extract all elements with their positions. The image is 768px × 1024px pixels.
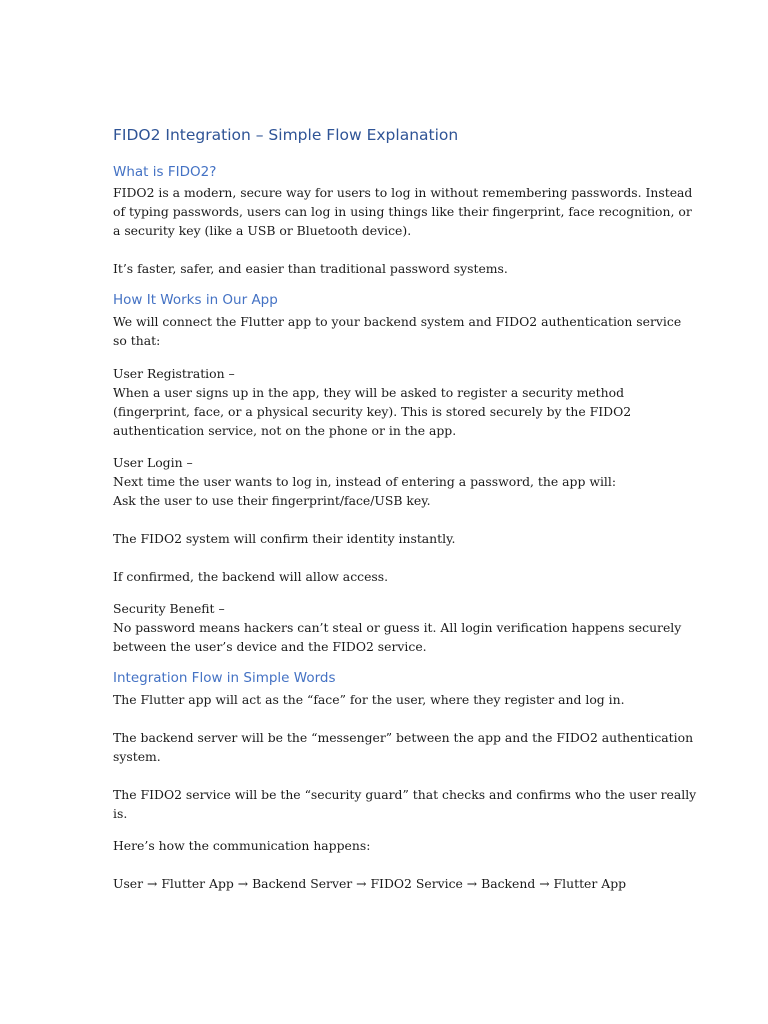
text-line: The backend server will be the “messenger” between the app and the FIDO2 authentication: [113, 730, 694, 745]
text-line: Next time the user wants to log in, instead of entering a password, the app will:: [113, 474, 617, 489]
paragraph-user-login: [113, 453, 658, 510]
text-line: so that:: [113, 333, 161, 348]
paragraph-fido2-benefit: It’s faster, safer, and easier than traditional password systems.: [113, 261, 508, 276]
text-line: (fingerprint, face, or a physical security key). This is stored securely by the FIDO2: [113, 404, 632, 419]
heading-integration-flow: Integration Flow in Simple Words: [113, 670, 336, 686]
paragraph-communication-intro: Here’s how the communication happens:: [113, 838, 371, 853]
paragraph-login-confirm: The FIDO2 system will confirm their identity instantly.: [113, 531, 456, 546]
text-line: of typing passwords, users can log in using things like their fingerprint, face recognition, or: [113, 204, 692, 219]
text-line: The FIDO2 service will be the “security guard” that checks and confirms who the user really: [113, 787, 697, 802]
paragraph-communication-flow: User → Flutter App → Backend Server → FIDO2 Service → Backend → Flutter App: [113, 876, 627, 891]
label-security-benefit: Security Benefit –: [113, 601, 225, 616]
text-line: is.: [113, 806, 128, 821]
paragraph-backend-role: [113, 728, 694, 766]
text-line: We will connect the Flutter app to your backend system and FIDO2 authentication service: [113, 314, 682, 329]
heading-what-is-fido2: What is FIDO2?: [113, 164, 217, 180]
text-line: authentication service, not on the phone or in the app.: [113, 423, 457, 438]
text-line: system.: [113, 749, 161, 764]
text-line: When a user signs up in the app, they will be asked to register a security method: [113, 385, 625, 400]
label-user-login: User Login –: [113, 455, 193, 470]
text-line: No password means hackers can’t steal or guess it. All login verification happens securely: [113, 620, 682, 635]
heading-how-it-works: How It Works in Our App: [113, 292, 278, 308]
paragraph-fido2-definition: [113, 183, 693, 240]
text-line: FIDO2 is a modern, secure way for users to log in without remembering passwords. Instead: [113, 185, 693, 200]
paragraph-intro: [113, 312, 682, 350]
paragraph-user-registration: [113, 364, 658, 440]
text-line: Ask the user to use their fingerprint/face/USB key.: [113, 493, 431, 508]
paragraph-security-benefit: [113, 599, 682, 656]
text-line: between the user’s device and the FIDO2 service.: [113, 639, 427, 654]
text-line: a security key (like a USB or Bluetooth device).: [113, 223, 412, 238]
paragraph-login-access: If confirmed, the backend will allow access.: [113, 569, 389, 584]
document-title: FIDO2 Integration – Simple Flow Explanation: [113, 126, 459, 144]
label-user-registration: User Registration –: [113, 366, 235, 381]
paragraph-flutter-app-role: The Flutter app will act as the “face” for the user, where they register and log in.: [113, 692, 625, 707]
paragraph-fido2-service-role: [113, 785, 697, 823]
document-body: [113, 124, 697, 893]
